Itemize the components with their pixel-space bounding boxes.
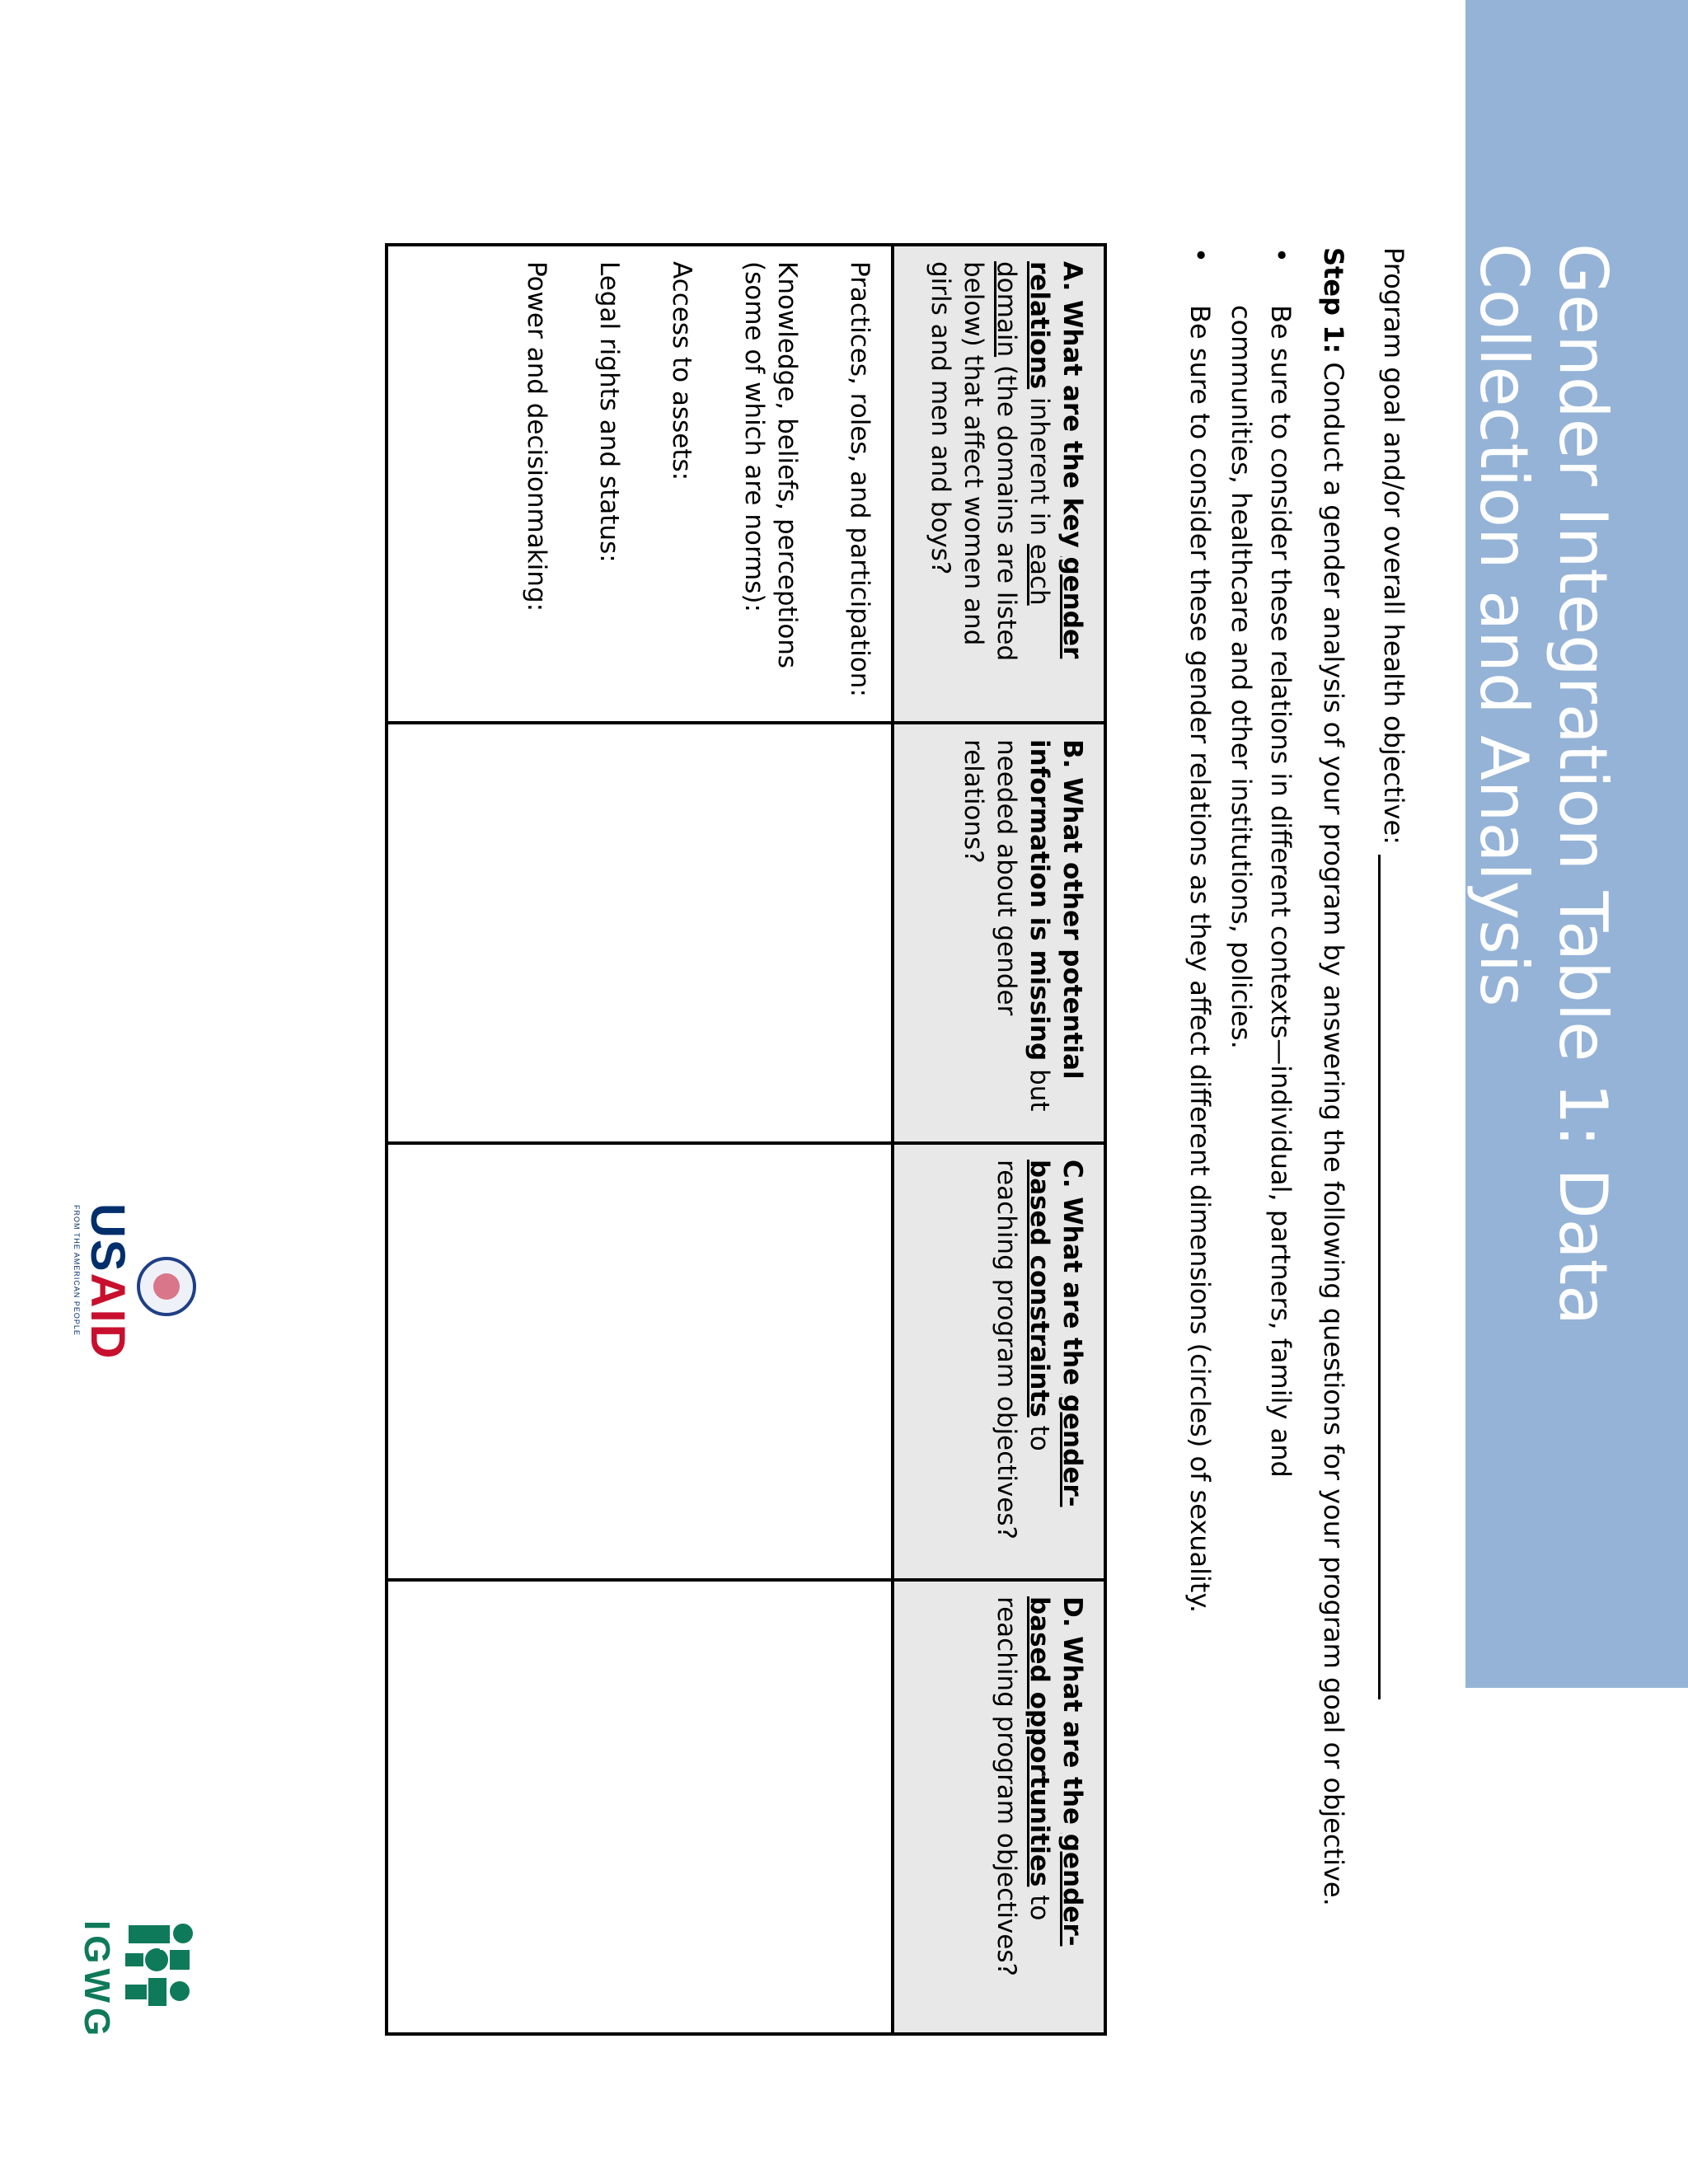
- title-banner: [1465, 0, 1688, 1688]
- header-col-d: [893, 1580, 1105, 2034]
- goal-line: [1378, 247, 1409, 1699]
- header-a-bold: A. What are the key: [1057, 261, 1087, 557]
- bullet-item: [1221, 247, 1301, 1632]
- analysis-table: [385, 243, 1107, 2036]
- header-c-bold: C. What are the: [1057, 1160, 1087, 1394]
- bullet-text: Be sure to consider these relations in different contexts—individual, partners, family and communities, healthcare and other institutions, policies.: [1226, 305, 1296, 1478]
- answer-cell-b[interactable]: [387, 723, 893, 1143]
- header-col-a: [893, 245, 1105, 723]
- header-col-b: [893, 723, 1105, 1143]
- header-b-bold: B. What other potential information is missing: [1025, 739, 1087, 1080]
- header-c-text: to reaching program objectives?: [992, 1160, 1054, 1540]
- instruction-bullets: [1179, 247, 1301, 1632]
- header-a-underlined-domain: domain: [992, 261, 1021, 358]
- bullet-icon: •: [1184, 247, 1216, 263]
- bullet-text: Be sure to consider these gender relations as they affect different dimensions (circles) of sexuality.: [1184, 305, 1216, 1614]
- domain-item: Legal rights and status:: [594, 261, 624, 563]
- answer-cell-c[interactable]: [387, 1143, 893, 1580]
- domain-item: Knowledge, beliefs, perceptions (some of which are norms):: [739, 261, 802, 669]
- header-a-underlined-each: each: [1025, 543, 1054, 606]
- header-c-bold-underlined: gender-based constraints: [1025, 1160, 1087, 1507]
- header-d-bold: D. What are the: [1057, 1596, 1087, 1834]
- page-title: Gender Integration Table 1: Data Collection and Analysis: [1465, 243, 1621, 1326]
- step-text: Conduct a gender analysis of your program by answering the following questions for your program goal or objective.: [1318, 362, 1349, 1906]
- domains-cell: [387, 245, 893, 723]
- goal-label: Program goal and/or overall health objective:: [1378, 247, 1409, 845]
- step-label: Step 1:: [1318, 247, 1349, 354]
- answer-cell-d[interactable]: [387, 1580, 893, 2034]
- usaid-logo: [64, 1203, 196, 1368]
- header-col-c: [893, 1143, 1105, 1580]
- header-a-bold-underlined: gender relations: [1025, 261, 1087, 659]
- goal-blank-line: [1378, 855, 1405, 1699]
- table-header-row: [893, 245, 1105, 2034]
- header-d-text: to reaching program objectives?: [992, 1596, 1054, 1976]
- igwg-wordmark: IGWG: [77, 1920, 117, 2041]
- usaid-wordmark: USAID: [81, 1203, 134, 1361]
- domain-item: Access to assets:: [667, 261, 696, 481]
- step-instruction: [1318, 247, 1349, 1906]
- table-body-row: [387, 245, 893, 2034]
- bullet-item: [1180, 247, 1220, 1632]
- header-d-bold-underlined: gender-based opportunities: [1025, 1596, 1087, 1947]
- igwg-figures-icon: [122, 1920, 196, 2013]
- igwg-logo: [73, 1912, 196, 2041]
- header-a-text-end: (the domains are listed below) that affect women and girls and men and boys?: [926, 261, 1021, 662]
- domain-item: Practices, roles, and participation:: [845, 261, 874, 697]
- header-b-text: but needed about gender relations?: [959, 739, 1054, 1112]
- header-a-text: inherent in: [1025, 389, 1054, 544]
- usaid-tagline: FROM THE AMERICAN PEOPLE: [73, 1205, 81, 1336]
- bullet-icon: •: [1265, 247, 1296, 263]
- usaid-seal-icon: [137, 1257, 196, 1316]
- domain-item: Power and decisionmaking:: [522, 261, 551, 612]
